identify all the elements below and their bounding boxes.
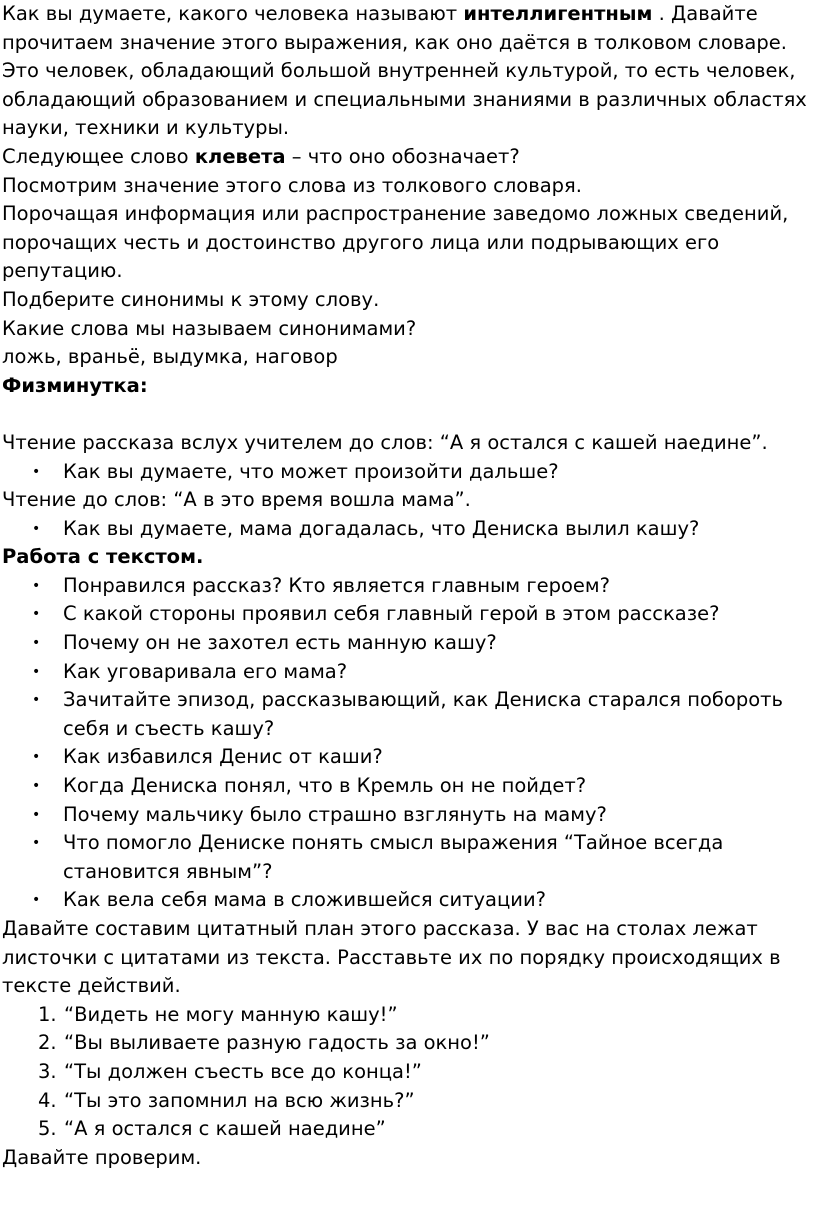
paragraph-reading-first: Чтение рассказа вслух учителем до слов: “А я остался с кашей наедине”. (2, 430, 768, 454)
bullet-icon: • (32, 577, 41, 594)
list-item-text: Как избавился Денис от каши? (63, 745, 383, 769)
list-item-text: “А я остался с кашей наедине” (64, 1117, 386, 1141)
list-item (2, 572, 816, 601)
bullet-icon: • (32, 520, 41, 537)
bullet-icon: • (32, 635, 41, 652)
paragraph-intelligent (2, 0, 816, 143)
paragraph-closing: Давайте проверим. (2, 1145, 202, 1169)
list-item (2, 629, 816, 658)
list-item (2, 686, 816, 743)
text-run: . Давайте прочитаем значение этого выражения, как оно даётся в толковом словаре. Это человек, обладающий большой внутренней культурой, то есть человек, обладающий образованием и специальными знаниями в различных областях науки, техники и культуры. (2, 2, 807, 140)
text-run: Как вы думаете, какого человека называют (2, 2, 464, 25)
bullet-icon: • (32, 806, 41, 823)
list-item (2, 1087, 816, 1116)
paragraph-slander-question (2, 143, 816, 172)
paragraph-dictionary-prompt: Посмотрим значение этого слова из толкового словаря. (2, 173, 582, 197)
list-number: 3. (38, 1059, 57, 1083)
list-item (2, 772, 816, 801)
list-item (2, 743, 816, 772)
bullet-list-reading-2 (2, 515, 816, 544)
list-item-text: Как вела себя мама в сложившейся ситуации? (63, 888, 546, 912)
paragraph-reading-second: Чтение до слов: “А в это время вошла мама”. (2, 488, 471, 512)
numbered-list-quotes (2, 1001, 816, 1144)
list-item-text: Почему он не захотел есть манную кашу? (63, 631, 497, 655)
bullet-icon: • (32, 663, 41, 680)
list-number: 1. (38, 1002, 57, 1026)
list-number: 5. (38, 1117, 57, 1141)
bullet-icon: • (32, 892, 41, 909)
heading-physical-break: Физминутка: (2, 373, 148, 397)
paragraph-synonyms-question: Какие слова мы называем синонимами? (2, 316, 417, 340)
list-item (2, 829, 816, 886)
list-item-text: С какой стороны проявил себя главный герой в этом рассказе? (63, 602, 720, 626)
bullet-icon: • (32, 606, 41, 623)
list-item (2, 886, 816, 915)
list-item-text: Зачитайте эпизод, рассказывающий, как Дениска старался побороть себя и съесть кашу? (63, 688, 783, 740)
list-item (2, 458, 816, 487)
list-item (2, 515, 816, 544)
paragraph-synonyms-task: Подберите синонимы к этому слову. (2, 287, 380, 311)
list-item-text: Как вы думаете, что может произойти дальше? (63, 459, 559, 483)
text-run: – что оно обозначает? (285, 144, 520, 168)
bullet-icon: • (32, 835, 41, 852)
list-item (2, 1115, 816, 1144)
bullet-icon: • (32, 463, 41, 480)
bullet-icon: • (32, 749, 41, 766)
bullet-icon: • (32, 778, 41, 795)
list-item-text: Что помогло Дениске понять смысл выражения “Тайное всегда становится явным”? (63, 831, 724, 883)
list-item-text: Как вы думаете, мама догадалась, что Дениска вылил кашу? (63, 516, 700, 540)
list-item-text: Когда Дениска понял, что в Кремль он не пойдет? (63, 774, 587, 798)
paragraph-slander-definition: Порочащая информация или распространение заведомо ложных сведений, порочащих честь и достоинство другого лица или подрывающих его репутацию. (2, 202, 789, 283)
list-number: 4. (38, 1088, 57, 1112)
paragraph-synonyms-list: ложь, враньё, выдумка, наговор (2, 345, 338, 369)
bullet-list-text-questions (2, 572, 816, 915)
list-item-text: “Вы выливаете разную гадость за окно!” (64, 1031, 490, 1055)
list-item-text: “Видеть не могу манную кашу!” (64, 1002, 398, 1026)
list-item (2, 1029, 816, 1058)
blank-line (2, 400, 816, 429)
list-item (2, 801, 816, 830)
heading-text-work: Работа с текстом. (2, 545, 204, 569)
paragraph-quote-plan-intro: Давайте составим цитатный план этого рассказа. У вас на столах лежат листочки с цитатами из текста. Расставьте их по порядку происходящих в тексте действий. (2, 917, 781, 998)
bold-term-slander: клевета (194, 144, 286, 168)
list-item (2, 1058, 816, 1087)
list-item (2, 600, 816, 629)
list-number: 2. (38, 1031, 57, 1055)
list-item-text: “Ты это запомнил на всю жизнь?” (64, 1088, 415, 1112)
text-run: Следующее слово (2, 144, 195, 168)
list-item-text: Почему мальчику было страшно взглянуть на маму? (63, 802, 607, 826)
list-item-text: Как уговаривала его мама? (63, 659, 348, 683)
bold-term-intelligent: интеллигентным (463, 2, 653, 25)
list-item-text: “Ты должен съесть все до конца!” (64, 1059, 422, 1083)
bullet-list-reading-1 (2, 458, 816, 487)
list-item (2, 658, 816, 687)
list-item-text: Понравился рассказ? Кто является главным героем? (63, 573, 610, 597)
bullet-icon: • (32, 692, 41, 709)
list-item (2, 1001, 816, 1030)
